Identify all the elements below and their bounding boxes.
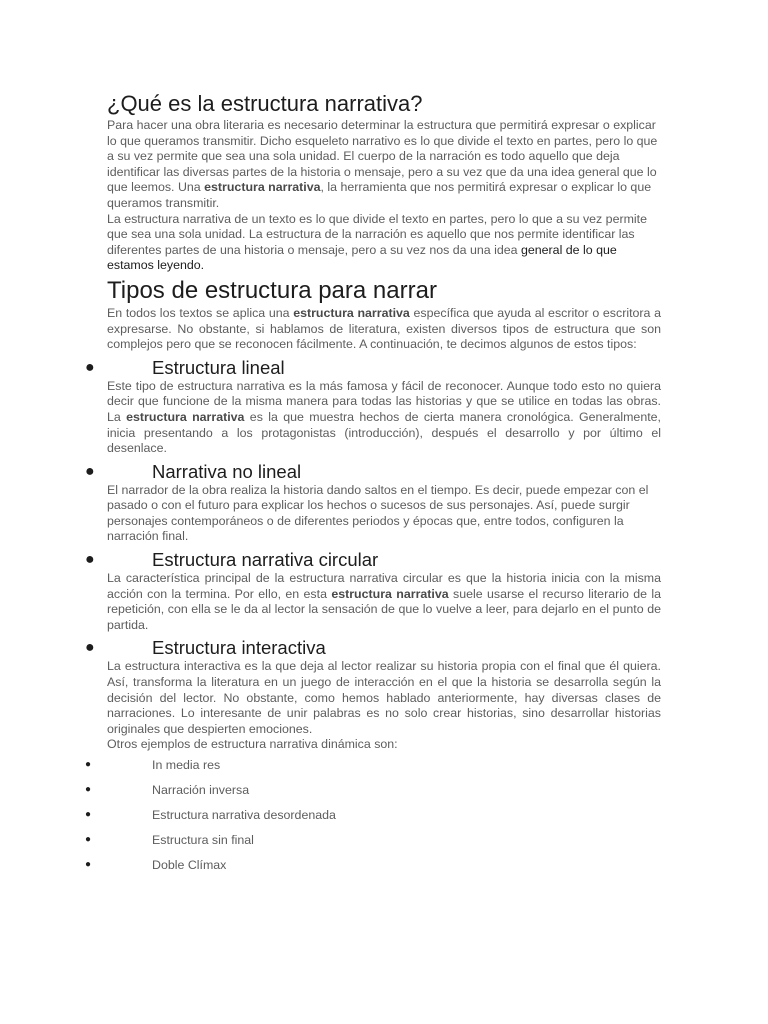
bullet-icon: ●: [85, 859, 92, 870]
list-item: [85, 832, 661, 857]
section-text: El narrador de la obra realiza la historia dando saltos en el tiempo. Es decir, puede empezar con el pasado o con el futuro para explicar los hechos o sucesos de sus personajes. Así, puede surgir personajes contemporáneos o de diferentes periodos y épocas que, entre todos, configuren la narración final.: [107, 482, 649, 544]
list-item: [85, 857, 661, 882]
list-item-label: Estructura narrativa desordenada: [152, 808, 336, 822]
bullet-icon: ●: [85, 809, 92, 820]
section-text: Este tipo de estructura narrativa es la más famosa y fácil de reconocer. Aunque todo esto no quiera decir que funcione de la misma manera para todas las historias y que se utilice en todas las obras. La: [107, 378, 661, 424]
section-text-end: es la que muestra hechos de cierta manera cronológica. Generalmente, inicia presentando a los protagonistas (introducción), después el desarrollo y por último el desenlace.: [107, 409, 661, 456]
intro-paragraph-2: [107, 212, 661, 274]
section-title: Narrativa no lineal: [152, 460, 302, 482]
bullet-icon: ●: [85, 784, 92, 795]
section-text: La característica principal de la estructura narrativa circular es que la historia inicia con la misma acción con la termina. Por ello, en esta: [107, 571, 661, 601]
intro-text-end: , la herramienta que nos permitirá expresar o explicar lo que queramos transmitir.: [107, 180, 652, 210]
list-item-label: Estructura sin final: [152, 833, 254, 847]
intro-paragraph-1: [107, 118, 661, 212]
examples-intro: Otros ejemplos de estructura narrativa dinámica son:: [107, 737, 398, 752]
section-text: La estructura interactiva es la que deja al lector realizar su historia propia con el final que él quiera. Así, transforma la literatura en un juego de interacción en el que la historia se desarrolla según la decisión del lector. No obstante, como hemos hablado anteriormente, hay diversas clases de narraciones. Lo interesante de unir palabras es no solo crear historias, sino desarrollar historias originales que despierten emociones.: [107, 659, 661, 736]
intro-text-2-dark: general de lo que estamos leyendo.: [107, 242, 617, 273]
bullet-icon: ●: [85, 358, 95, 376]
bullet-icon: ●: [85, 834, 92, 845]
section-title: Estructura interactiva: [152, 637, 326, 659]
list-item-label: Narración inversa: [152, 783, 250, 797]
list-item: [85, 757, 661, 782]
list-item-label: Doble Clímax: [152, 858, 227, 872]
bullet-icon: ●: [85, 551, 95, 569]
section-bold-term: estructura narrativa: [126, 409, 245, 424]
list-item: [85, 807, 661, 832]
bullet-icon: ●: [85, 759, 92, 770]
types-intro-bold-term: estructura narrativa: [293, 305, 410, 320]
section-paragraph: [107, 483, 661, 545]
examples-list: [85, 757, 661, 882]
bullet-icon: ●: [85, 639, 95, 657]
section-estructura-interactiva: [85, 637, 661, 659]
types-intro-paragraph: [107, 306, 661, 353]
heading-que-es: ¿Qué es la estructura narrativa?: [107, 91, 423, 116]
document-page: [85, 90, 662, 882]
section-title: Estructura narrativa circular: [152, 549, 379, 571]
list-item: [85, 782, 661, 807]
section-estructura-circular: [85, 549, 661, 571]
section-paragraph: [107, 571, 661, 633]
section-paragraph: [107, 659, 661, 737]
list-item-label: In media res: [152, 758, 221, 772]
section-text-end: suele usarse el recurso literario de la repetición, con ella se le da al lector la sensación de que lo vuelve a leer, para dejarlo en el punto de partida.: [107, 586, 662, 632]
intro-text: Para hacer una obra literaria es necesario determinar la estructura que permitirá expresar o explicar lo que queramos transmitir. Dicho esqueleto narrativo es lo que divide el texto en partes, pero lo que a su vez permite que sea una sola unidad. El cuerpo de la narración es todo aquello que deja identificar las diversas partes de la historia o mensaje, pero a su vez que da una idea general que lo que leemos. Una: [107, 118, 658, 195]
types-intro-text: En todos los textos se aplica una: [107, 305, 294, 320]
types-intro-text-end: específica que ayuda al escritor o escritora a expresarse. No obstante, si hablamos de literatura, existen diversos tipos de estructura que son complejos pero que se reconocen fácilmente. A continuación, te decimos algunos de estos tipos:: [107, 305, 661, 352]
intro-bold-term: estructura narrativa: [204, 180, 321, 195]
section-estructura-lineal: [85, 356, 661, 379]
section-title: Estructura lineal: [152, 356, 285, 378]
intro-text-2: La estructura narrativa de un texto es lo que divide el texto en partes, pero lo que a su vez permite que sea una sola unidad. La estructura de la narración es aquello que nos permite identificar las diferentes partes de una historia o mensaje, pero a su vez nos da una idea: [107, 211, 647, 257]
section-paragraph: [107, 379, 661, 457]
bullet-icon: ●: [85, 462, 95, 480]
heading-tipos: Tipos de estructura para narrar: [107, 276, 437, 304]
section-bold-term: estructura narrativa: [331, 586, 449, 601]
section-narrativa-no-lineal: [85, 460, 661, 483]
